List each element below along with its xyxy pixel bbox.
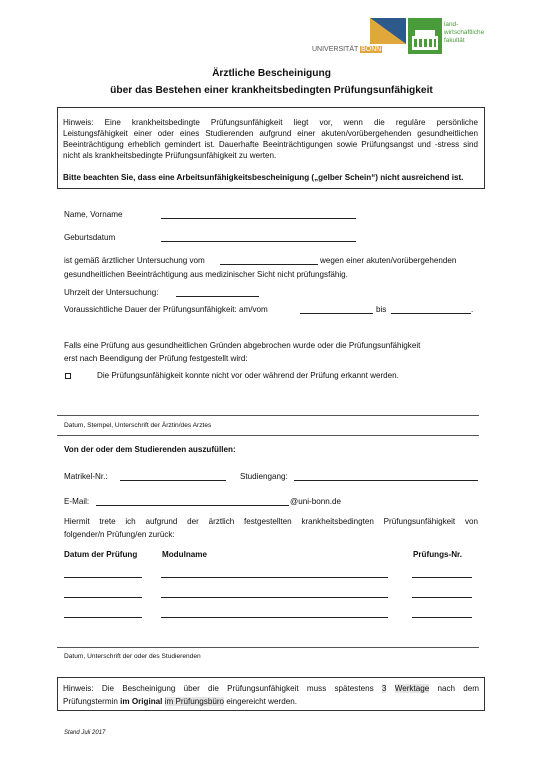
hint-line-1: Hinweis: Eine krankheitsbedingte Prüfungsunfähigkeit liegt vor, wenn die reguläre persönliche xyxy=(63,118,478,127)
deadline-original-emphasis: im Original xyxy=(120,697,163,706)
email-label: E-Mail: xyxy=(64,497,90,506)
deadline-hint-text-c: Prüfungstermin xyxy=(63,697,118,706)
withdraw-text-line-2: folgender/n Prüfung/en zurück: xyxy=(64,530,175,539)
deadline-office-highlight: im Prüfungsbüro xyxy=(164,697,225,706)
withdraw-text-line-1: Hiermit trete ich aufgrund der ärztlich festgestellten krankheitsbedingten Prüfungsunfähigkeit von xyxy=(64,517,478,526)
duration-from-field[interactable] xyxy=(300,313,373,314)
abort-text-line-2: erst nach Beendigung der Prüfung festgestellt wird: xyxy=(64,354,248,363)
email-suffix: @uni-bonn.de xyxy=(290,497,341,506)
exam-row-2-date-field[interactable] xyxy=(64,597,142,598)
deadline-hint-line-2 xyxy=(63,696,297,707)
doctor-section-divider xyxy=(57,435,479,436)
birthdate-field[interactable] xyxy=(161,241,356,242)
duration-period: . xyxy=(471,305,474,314)
hint-line-2: Leistungsfähigkeit einer oder eines Studierenden aufgrund einer akuten/vorübergehenden gesundheitlichen xyxy=(63,129,478,138)
studiengang-label: Studiengang: xyxy=(240,472,288,481)
faculty-name-line2: wirtschaftliche xyxy=(444,29,485,36)
exam-result-text: gesundheitlichen Beeinträchtigung aus medizinischer Sicht nicht prüfungsfähig. xyxy=(64,270,348,279)
student-signature-line[interactable] xyxy=(57,647,479,648)
column-header-date: Datum der Prüfung xyxy=(64,550,138,559)
exam-time-field[interactable] xyxy=(176,296,259,297)
not-recognizable-label: Die Prüfungsunfähigkeit konnte nicht vor oder während der Prüfung erkannt werden. xyxy=(97,371,399,380)
document-title: Ärztliche Bescheinigung xyxy=(212,68,331,79)
duration-to-label: bis xyxy=(376,305,387,314)
faculty-name-line3: fakultät xyxy=(444,37,465,44)
document-version: Stand Juli 2017 xyxy=(64,730,106,736)
university-name: UNIVERSITÄT xyxy=(312,46,359,53)
exam-reason-text: wegen einer akuten/vorübergehenden xyxy=(320,256,457,265)
duration-label: Voraussichtliche Dauer der Prüfungsunfähigkeit: am/vom xyxy=(64,305,268,314)
studiengang-field[interactable] xyxy=(294,480,478,481)
name-field[interactable] xyxy=(161,218,356,219)
university-emblem-icon xyxy=(328,18,406,44)
matrikel-label: Matrikel-Nr.: xyxy=(64,472,108,481)
hint-bold-note: Bitte beachten Sie, dass eine Arbeitsunfähigkeitsbescheinigung („gelber Schein“) nicht ausreichend ist. xyxy=(63,173,464,182)
faculty-name-line1: land- xyxy=(444,21,459,28)
matrikel-field[interactable] xyxy=(120,480,226,481)
email-field[interactable] xyxy=(96,505,289,506)
hint-line-3: Beeinträchtigung erheblich gemindert ist. Dauerhafte Beeinträchtigungen sowie Prüfungsangst und -stress sind xyxy=(63,140,478,149)
exam-row-1-date-field[interactable] xyxy=(64,577,142,578)
student-signature-label: Datum, Unterschrift der oder des Studierenden xyxy=(64,653,201,660)
exam-row-2-module-field[interactable] xyxy=(161,597,388,598)
exam-row-3-number-field[interactable] xyxy=(412,617,472,618)
column-header-module: Modulname xyxy=(162,550,207,559)
column-header-exam-number: Prüfungs-Nr. xyxy=(413,550,463,559)
faculty-building-icon xyxy=(408,18,442,54)
deadline-unit-highlight: Werktage xyxy=(394,684,430,693)
doctor-signature-label: Datum, Stempel, Unterschrift der Ärztin/des Arztes xyxy=(64,422,212,429)
deadline-hint-text-a: Hinweis: Die Bescheinigung über die Prüfungsunfähigkeit muss spätestens xyxy=(63,684,374,693)
exam-row-3-module-field[interactable] xyxy=(161,617,388,618)
university-logo xyxy=(312,18,406,54)
student-section-heading: Von der oder dem Studierenden auszufüllen: xyxy=(64,445,236,454)
hint-line-4: nicht als krankheitsbedingte Prüfungsunfähigkeit zu werten. xyxy=(63,151,277,160)
deadline-hint-text-b: nach dem xyxy=(437,684,480,693)
exam-time-label: Uhrzeit der Untersuchung: xyxy=(64,288,159,297)
exam-row-1-number-field[interactable] xyxy=(412,577,472,578)
deadline-hint-text-d: eingereicht werden. xyxy=(226,697,297,706)
duration-to-field[interactable] xyxy=(391,313,471,314)
exam-row-2-number-field[interactable] xyxy=(412,597,472,598)
deadline-hint-line-1 xyxy=(63,683,479,694)
doctor-signature-line[interactable] xyxy=(57,415,479,416)
abort-text-line-1: Falls eine Prüfung aus gesundheitlichen Gründen abgebrochen wurde oder die Prüfungsunfähigkeit xyxy=(64,341,421,350)
exam-date-field[interactable] xyxy=(220,264,318,265)
faculty-logo xyxy=(408,18,508,54)
exam-date-label: ist gemäß ärztlicher Untersuchung vom xyxy=(64,256,205,265)
document-subtitle: über das Bestehen einer krankheitsbedingten Prüfungsunfähigkeit xyxy=(110,85,433,96)
birthdate-label: Geburtsdatum xyxy=(64,233,116,242)
not-recognizable-checkbox[interactable] xyxy=(65,373,71,379)
university-name-highlight: BONN xyxy=(361,46,382,53)
exam-row-3-date-field[interactable] xyxy=(64,617,142,618)
exam-row-1-module-field[interactable] xyxy=(161,577,388,578)
deadline-days-highlight: 3 xyxy=(381,684,387,693)
name-label: Name, Vorname xyxy=(64,210,123,219)
